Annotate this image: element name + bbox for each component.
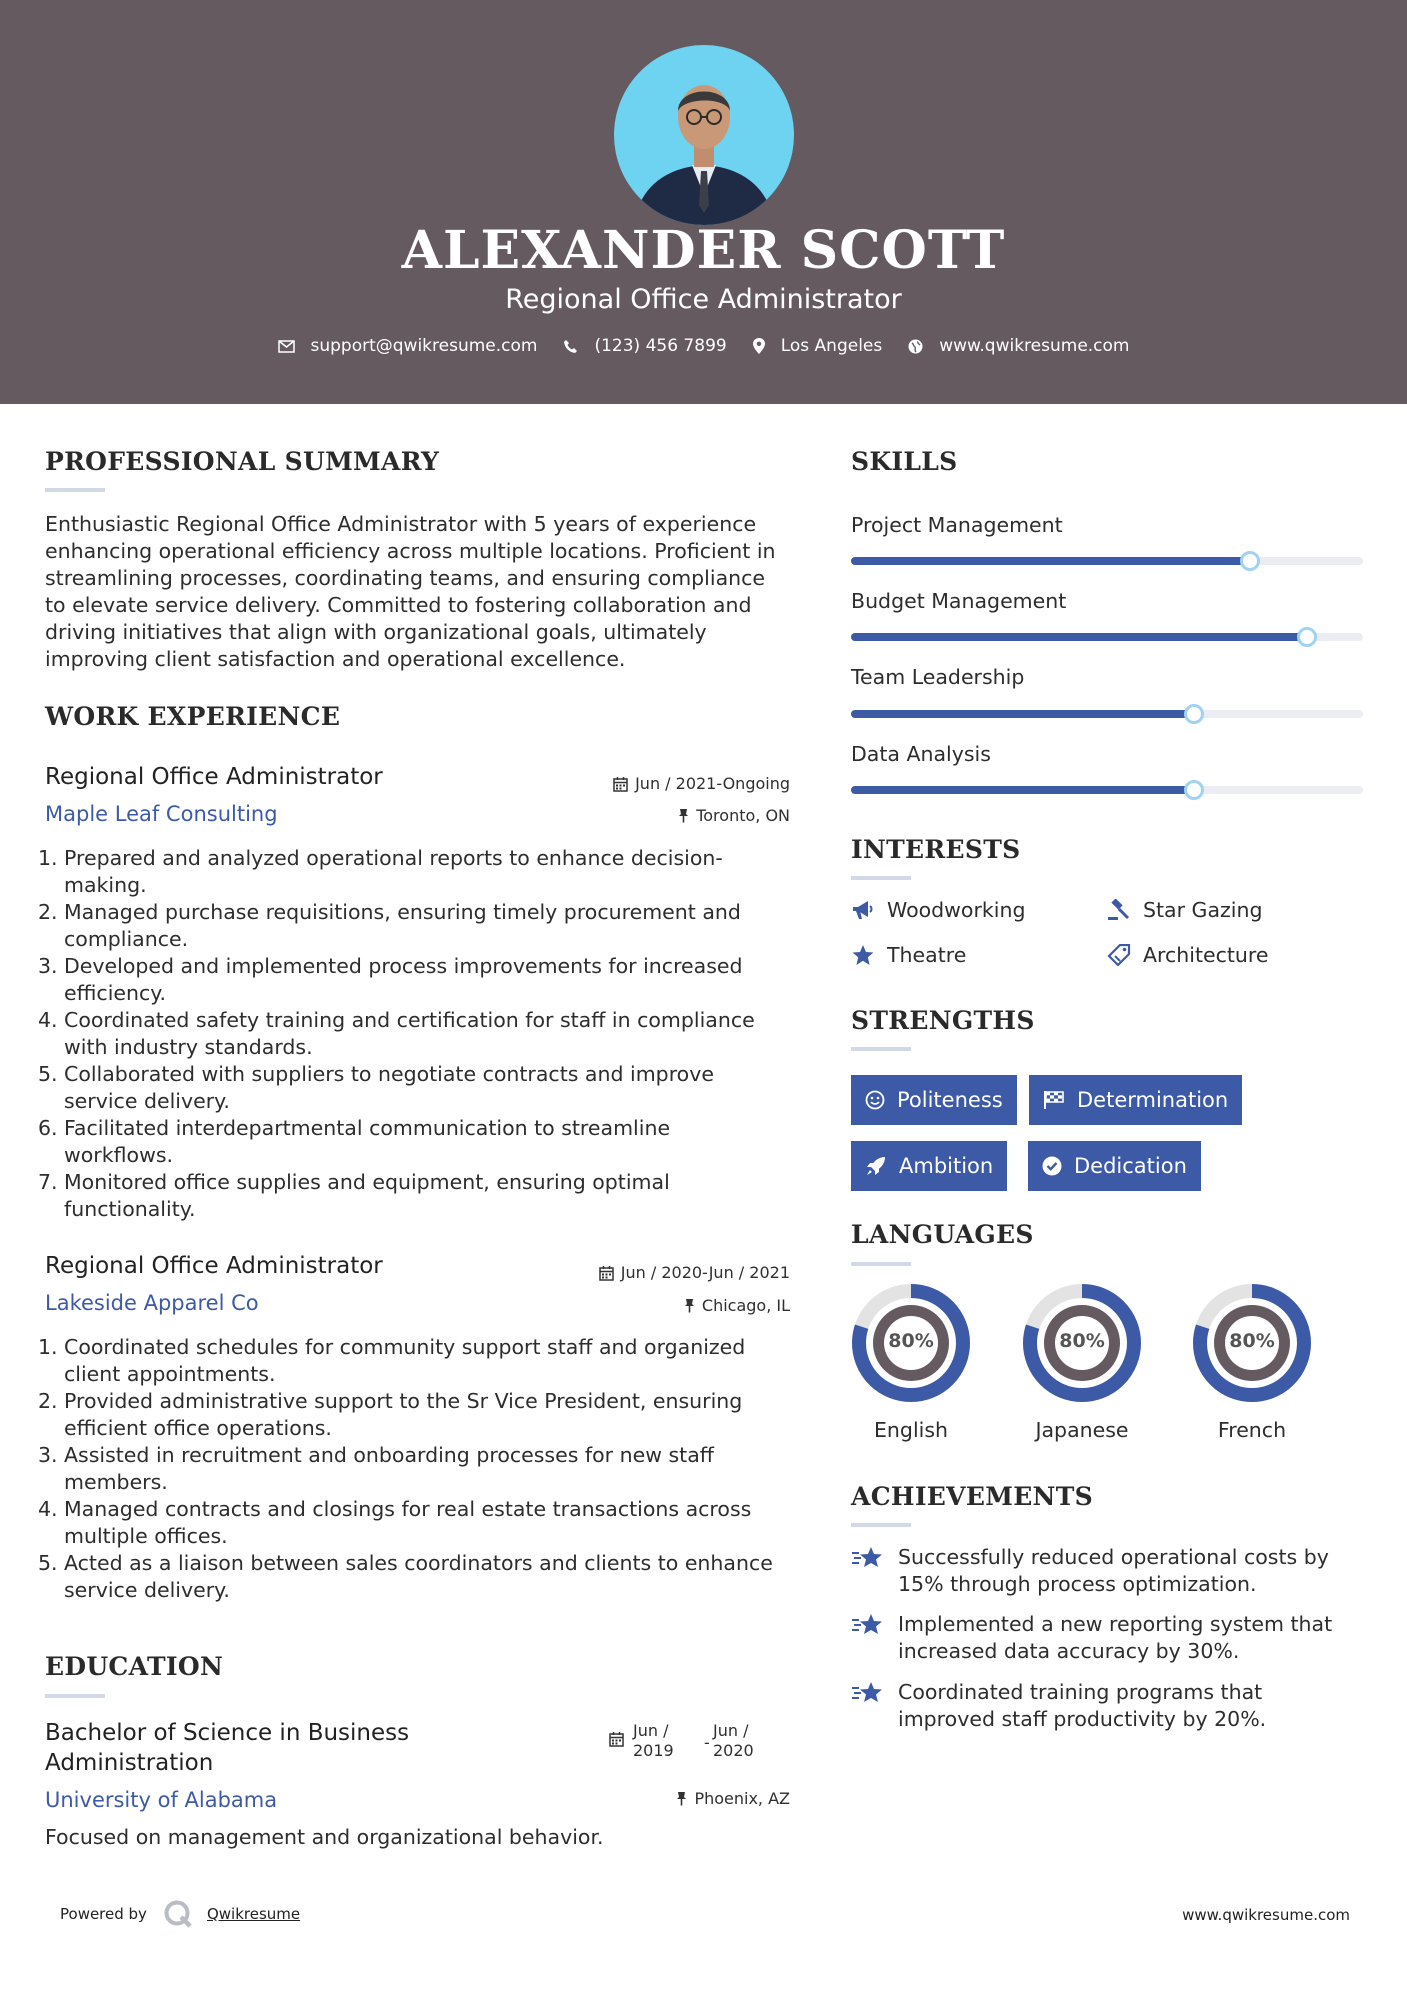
list-item-text: compliance. (64, 927, 189, 951)
list-item-number: 4. (38, 1008, 58, 1032)
company-name[interactable]: Lakeside Apparel Co (45, 1291, 259, 1315)
summary-line: enhancing operational efficiency across multiple locations. Proficient in (45, 539, 776, 563)
job-title: Regional Office Administrator (45, 1253, 383, 1279)
calendar-icon (613, 776, 628, 792)
list-item (38, 1007, 825, 1061)
footer-powered-by (60, 1899, 300, 1929)
job-location-text: Chicago, IL (701, 1296, 790, 1315)
achievement-line: improved staff productivity by 20%. (898, 1707, 1267, 1731)
list-item-text: Assisted in recruitment and onboarding processes for new staff (64, 1443, 714, 1467)
summary-line: streamlining processes, coordinating teams, and ensuring compliance (45, 566, 766, 590)
pushpin-icon (678, 808, 689, 823)
list-item-number: 3. (38, 1443, 58, 1467)
skill-label: Data Analysis (851, 742, 991, 766)
footer-website[interactable]: www.qwikresume.com (1182, 1906, 1350, 1924)
list-item-number: 2. (38, 900, 58, 924)
strength-label: Determination (1077, 1088, 1229, 1112)
skill-bar-fill (851, 557, 1250, 565)
contact-website[interactable] (908, 336, 1129, 356)
degree-title (45, 1718, 409, 1778)
list-item-text: Monitored office supplies and equipment, ensuring optimal (64, 1170, 670, 1194)
skill-bar-fill (851, 710, 1194, 718)
skill-bar (851, 710, 1363, 718)
list-item-text: multiple offices. (64, 1524, 228, 1548)
achievement-line: 15% through process optimization. (898, 1572, 1257, 1596)
interest-item (1107, 943, 1269, 967)
skill-bar-knob (1297, 627, 1317, 647)
degree-title-line: Administration (45, 1750, 214, 1776)
list-item-text: members. (64, 1470, 168, 1494)
strength-badge (851, 1141, 1007, 1191)
person-portrait-icon (614, 45, 794, 225)
list-item (38, 899, 825, 953)
shooting-star-icon (851, 1611, 885, 1637)
bullhorn-icon (851, 899, 875, 921)
qwikresume-logo-icon (163, 1899, 193, 1929)
achievement-text (898, 1679, 1266, 1733)
gavel-icon (1107, 899, 1131, 921)
skill-bar-fill (851, 633, 1307, 641)
education-start (633, 1721, 674, 1761)
job-dates-text: Jun / 2020-Jun / 2021 (620, 1263, 790, 1282)
list-item-text: Provided administrative support to the Sr Vice President, ensuring (64, 1389, 743, 1413)
achievement-text (898, 1544, 1329, 1598)
list-item-text: Managed contracts and closings for real estate transactions across (64, 1497, 752, 1521)
interest-item (851, 943, 966, 967)
education-dates (609, 1721, 789, 1765)
strengths-heading-rule (851, 1047, 911, 1051)
job-location (678, 806, 790, 825)
globe-icon (908, 339, 923, 354)
pushpin-icon (676, 1791, 687, 1806)
interest-item (1107, 898, 1262, 922)
candidate-role: Regional Office Administrator (505, 284, 902, 315)
skills-heading: SKILLS (851, 447, 958, 476)
company-name[interactable]: Maple Leaf Consulting (45, 802, 278, 826)
language-name: Japanese (1035, 1418, 1129, 1442)
education-start-month: Jun / (633, 1721, 669, 1740)
list-item-text: workflows. (64, 1143, 174, 1167)
list-item-text: Acted as a liaison between sales coordinators and clients to enhance (64, 1551, 773, 1575)
contact-email[interactable] (278, 336, 538, 356)
summary-line: improving client satisfaction and operational excellence. (45, 647, 626, 671)
list-item-number: 4. (38, 1497, 58, 1521)
summary-heading: PROFESSIONAL SUMMARY (45, 447, 440, 476)
brand-link[interactable]: Qwikresume (206, 1905, 301, 1923)
pushpin-icon (684, 1298, 695, 1313)
profile-photo (614, 45, 794, 225)
strength-label: Dedication (1074, 1154, 1187, 1178)
calendar-icon (599, 1265, 614, 1281)
interests-heading: INTERESTS (851, 835, 1021, 864)
contact-phone[interactable] (563, 336, 726, 356)
education-end-month: Jun / (713, 1721, 749, 1740)
list-item-number: 2. (38, 1389, 58, 1413)
interest-item (851, 898, 1025, 922)
skill-bar (851, 786, 1363, 794)
language-percent: 80% (1059, 1330, 1105, 1352)
list-item-text: making. (64, 873, 147, 897)
list-item-number: 6. (38, 1116, 58, 1140)
achievement-item (851, 1611, 1332, 1665)
education-location (676, 1789, 790, 1808)
skill-label: Project Management (851, 513, 1063, 537)
smile-icon (865, 1090, 885, 1110)
list-item-text: Prepared and analyzed operational reports to enhance decision- (64, 846, 723, 870)
skill-bar (851, 633, 1363, 641)
list-item-text: Coordinated schedules for community support staff and organized (64, 1335, 746, 1359)
list-item-text: Managed purchase requisitions, ensuring timely procurement and (64, 900, 741, 924)
list-item-number: 5. (38, 1062, 58, 1086)
education-end (713, 1721, 754, 1761)
language-name: French (1217, 1418, 1287, 1442)
education-date-dash: - (704, 1733, 710, 1752)
contact-location (753, 336, 883, 356)
education-start-year: 2019 (633, 1741, 674, 1760)
candidate-name: ALEXANDER SCOTT (401, 220, 1006, 281)
interest-label: Woodworking (887, 898, 1026, 922)
skill-label: Budget Management (851, 589, 1067, 613)
strength-label: Ambition (899, 1154, 994, 1178)
achievement-line: Successfully reduced operational costs by (898, 1545, 1329, 1569)
job-location-text: Toronto, ON (696, 806, 790, 825)
achievement-line: Implemented a new reporting system that (898, 1612, 1333, 1636)
skill-label: Team Leadership (851, 665, 1025, 689)
contact-bar (0, 336, 1407, 356)
shooting-star-icon (851, 1544, 885, 1570)
strength-label: Politeness (897, 1088, 1003, 1112)
flag-icon (1043, 1090, 1065, 1110)
contact-phone-text: (123) 456 7899 (594, 336, 727, 356)
achievements-heading-rule (851, 1523, 911, 1527)
summary-text (45, 511, 805, 673)
star-icon (851, 944, 875, 966)
school-name[interactable]: University of Alabama (45, 1788, 278, 1812)
skill-bar-knob (1240, 551, 1260, 571)
envelope-icon (278, 340, 295, 353)
achievement-item (851, 1679, 1266, 1733)
languages-heading: LANGUAGES (851, 1220, 1034, 1249)
list-item (38, 1115, 825, 1169)
experience-heading: WORK EXPERIENCE (45, 702, 341, 731)
calendar-icon (609, 1731, 624, 1747)
language-name: English (873, 1418, 949, 1442)
education-end-year: 2020 (713, 1741, 754, 1760)
list-item (38, 845, 825, 899)
list-item-number: 3. (38, 954, 58, 978)
summary-heading-rule (45, 488, 105, 492)
rocket-icon (865, 1155, 887, 1177)
list-item-number: 7. (38, 1170, 58, 1194)
list-item-text: Collaborated with suppliers to negotiate contracts and improve (64, 1062, 714, 1086)
achievement-item (851, 1544, 1329, 1598)
education-location-text: Phoenix, AZ (694, 1789, 790, 1808)
check-circle-icon (1042, 1156, 1062, 1176)
list-item-number: 1. (38, 846, 58, 870)
achievement-text (898, 1611, 1332, 1665)
achievement-line: Coordinated training programs that (898, 1680, 1263, 1704)
job-title: Regional Office Administrator (45, 764, 383, 790)
degree-title-line: Bachelor of Science in Business (45, 1720, 410, 1746)
skill-bar-knob (1184, 704, 1204, 724)
strengths-heading: STRENGTHS (851, 1006, 1035, 1035)
education-heading-rule (45, 1694, 105, 1698)
list-item (38, 1061, 825, 1115)
job-dates-text: Jun / 2021-Ongoing (635, 774, 790, 793)
phone-icon (563, 339, 578, 354)
list-item-text: functionality. (64, 1197, 196, 1221)
list-item (38, 1550, 825, 1604)
summary-line: driving initiatives that align with organizational goals, ultimately (45, 620, 707, 644)
list-item-text: Coordinated safety training and certification for staff in compliance (64, 1008, 755, 1032)
contact-location-text: Los Angeles (780, 336, 883, 356)
languages-heading-rule (851, 1262, 911, 1266)
job-duties-list (38, 845, 825, 1223)
job-duties-list (38, 1334, 825, 1604)
list-item-text: with industry standards. (64, 1035, 313, 1059)
skill-bar (851, 557, 1363, 565)
interest-label: Theatre (887, 943, 967, 967)
achievement-line: increased data accuracy by 30%. (898, 1639, 1240, 1663)
job-dates (599, 1263, 790, 1282)
list-item-text: service delivery. (64, 1089, 230, 1113)
header-banner (0, 0, 1407, 404)
strength-badge (851, 1075, 1017, 1125)
powered-by-text: Powered by (60, 1905, 147, 1923)
job-dates (613, 774, 790, 793)
list-item-text: client appointments. (64, 1362, 276, 1386)
interest-label: Star Gazing (1143, 898, 1263, 922)
contact-website-text: www.qwikresume.com (939, 336, 1130, 356)
list-item (38, 1442, 825, 1496)
summary-line: Enthusiastic Regional Office Administrator with 5 years of experience (45, 512, 757, 536)
strength-badge (1028, 1141, 1201, 1191)
list-item (38, 1496, 825, 1550)
job-location (684, 1296, 790, 1315)
list-item (38, 1334, 825, 1388)
map-pin-icon (753, 338, 765, 354)
list-item-text: Facilitated interdepartmental communication to streamline (64, 1116, 671, 1140)
list-item-text: efficiency. (64, 981, 166, 1005)
list-item (38, 953, 825, 1007)
education-description: Focused on management and organizational behavior. (45, 1825, 604, 1849)
skill-bar-fill (851, 786, 1194, 794)
strength-badge (1029, 1075, 1242, 1125)
list-item (38, 1169, 825, 1223)
tag-icon (1107, 944, 1131, 966)
list-item-text: service delivery. (64, 1578, 230, 1602)
list-item-text: efficient office operations. (64, 1416, 332, 1440)
interest-label: Architecture (1143, 943, 1269, 967)
list-item-number: 1. (38, 1335, 58, 1359)
summary-line: to elevate service delivery. Committed to fostering collaboration and (45, 593, 752, 617)
interests-heading-rule (851, 876, 911, 880)
list-item-number: 5. (38, 1551, 58, 1575)
language-percent: 80% (888, 1330, 934, 1352)
language-percent: 80% (1229, 1330, 1275, 1352)
skill-bar-knob (1184, 780, 1204, 800)
achievements-heading: ACHIEVEMENTS (851, 1482, 1093, 1511)
list-item (38, 1388, 825, 1442)
education-heading: EDUCATION (45, 1652, 224, 1681)
contact-email-text: support@qwikresume.com (310, 336, 538, 356)
list-item-text: Developed and implemented process improvements for increased (64, 954, 743, 978)
shooting-star-icon (851, 1679, 885, 1705)
